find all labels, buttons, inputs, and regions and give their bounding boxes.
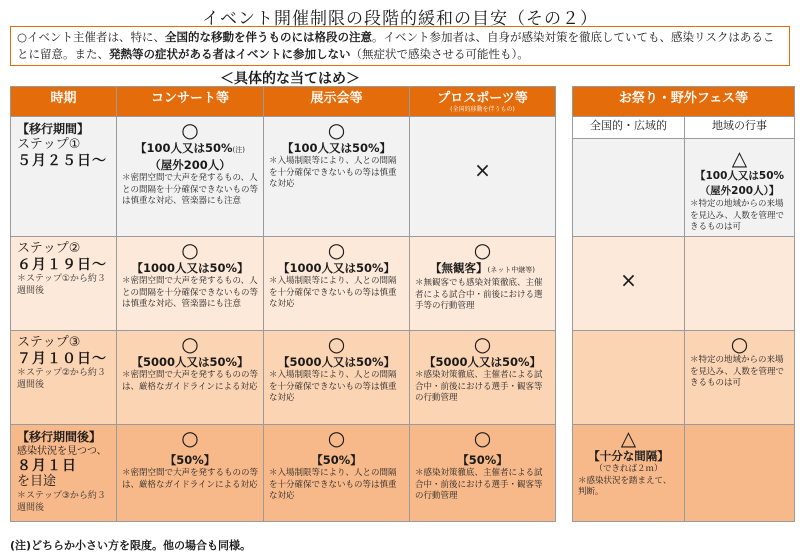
header-sports <box>410 87 556 117</box>
concert-cell <box>117 117 264 237</box>
period-note: ＊ステップ①から約３週間後 <box>17 274 106 296</box>
condition-text: 【十分な間隔】 <box>588 449 669 463</box>
condition-text: 【1000人又は50%】 <box>131 261 249 275</box>
page-title: イベント開催制限の段階的緩和の目安（その２） <box>202 9 598 29</box>
condition-note: ＊無観客でも感染対策徹底、主催者による試合中・前後における選手等の行動管理 <box>415 278 543 311</box>
circle-mark: ○ <box>181 426 199 450</box>
condition-note: ＊感染対策徹底、主催者による試合中・前後における選手・観客等の行動管理 <box>415 468 543 501</box>
condition-note: ＊感染状況を踏まえて、判断。 <box>578 475 672 497</box>
sports-cell <box>410 331 556 425</box>
condition-note: ＊密閉空間で大声を発するものの等は、厳格なガイドラインによる対応 <box>122 370 259 392</box>
local-cell <box>685 331 795 425</box>
table-row <box>573 139 795 237</box>
circle-mark: ○ <box>327 238 346 262</box>
condition-text <box>122 141 258 158</box>
period-date: ５月２５日～ <box>17 153 107 169</box>
intro-text: ○イベント主催者は、特に、 <box>17 30 166 44</box>
header-local: 地域の行事 <box>685 117 795 139</box>
circle-mark: ○ <box>181 118 199 142</box>
triangle-mark: △ <box>731 146 748 170</box>
period-label: 【移行期間後】 <box>17 430 102 444</box>
condition-text: 【5000人又は50%】 <box>131 355 249 369</box>
period-cell <box>11 237 117 331</box>
condition-text: 【100人又は50%】 <box>281 141 392 155</box>
concert-cell <box>117 237 264 331</box>
sports-cell <box>410 117 556 237</box>
table-row <box>573 425 795 522</box>
intro-emphasis: 全国的な移動を伴うものには格段の注意 <box>165 30 373 44</box>
period-note: ＊ステップ②から約３週間後 <box>17 368 106 390</box>
main-table <box>10 86 556 522</box>
condition-outdoor: （屋外200人）】 <box>699 185 780 197</box>
period-date-suffix: を目途 <box>17 474 57 489</box>
footnote: (注)どちらか小さい方を限度。他の場合も同様。 <box>10 539 252 552</box>
condition-note: ＊入場制限等により、人との間隔を十分確保できないもの等は慎重な対応 <box>269 276 397 309</box>
table-row <box>573 237 795 331</box>
local-cell <box>685 237 795 331</box>
header-festival: お祭り・野外フェス等 <box>573 87 795 117</box>
period-step: 感染状況を見つつ、 <box>17 446 107 457</box>
header-period: 時期 <box>11 87 117 117</box>
header-sports-sub: (全国的移動を伴うもの) <box>450 106 515 113</box>
period-cell <box>11 425 117 522</box>
condition-text: 【5000人又は50%】 <box>277 355 396 369</box>
table-row <box>11 237 556 331</box>
sports-cell <box>410 237 556 331</box>
period-date: ６月１９日～ <box>17 257 107 273</box>
condition-outdoor: （屋外200人） <box>149 158 231 172</box>
national-cell <box>573 139 685 237</box>
condition-text: 【5000人又は50%】 <box>423 355 542 369</box>
circle-mark: ○ <box>327 426 346 450</box>
table-row <box>11 425 556 522</box>
condition-main: 【100人又は50% <box>135 141 233 155</box>
festival-table <box>572 86 795 522</box>
period-date: ８月１日 <box>17 458 77 474</box>
condition-text: 【100人又は50% <box>694 170 785 182</box>
condition-subtext: （できれば２ｍ） <box>594 464 663 474</box>
exhibition-cell <box>264 117 410 237</box>
exhibition-cell <box>264 425 410 522</box>
condition-text: 【50%】 <box>311 453 362 467</box>
sports-cell <box>410 425 556 522</box>
table-row <box>11 117 556 237</box>
header-exhibition: 展示会等 <box>264 87 410 117</box>
local-cell <box>685 139 795 237</box>
circle-mark: ○ <box>181 332 199 356</box>
period-label: 【移行期間】 <box>17 122 90 136</box>
condition-note: ＊入場制限等により、人との間隔を十分確保できないもの等は慎重な対応 <box>269 468 397 501</box>
circle-mark: ○ <box>327 118 346 142</box>
intro-text: （無症状で感染させる可能性も）。 <box>350 47 529 61</box>
local-cell <box>685 425 795 522</box>
condition-note: ＊密閉空間で大声を発するもの、人との間隔を十分確保できないもの等は慎重な対応、管楽器にも注意 <box>122 276 259 309</box>
period-step: ステップ① <box>17 137 81 152</box>
concert-cell <box>117 331 264 425</box>
exhibition-cell <box>264 237 410 331</box>
header-national: 全国的・広域的 <box>573 117 685 139</box>
circle-mark: ○ <box>181 238 199 262</box>
period-step: ステップ② <box>17 241 81 256</box>
circle-mark: ○ <box>473 426 492 450</box>
condition-note: ＊特定の地域からの来場を見込み、人数を管理できるものは可 <box>690 199 785 232</box>
condition-footnote-ref: (注) <box>232 146 245 154</box>
condition-note: ＊密閉空間で大声を発するもの、人との間隔を十分確保できないもの等は慎重な対応、管楽器にも注意 <box>122 173 259 206</box>
condition-note: ＊感染対策徹底、主催者による試合中・前後における選手・観客等の行動管理 <box>415 370 543 403</box>
condition-note: ＊特定の地域からの来場を見込み、人数を管理できるものは可 <box>690 355 785 388</box>
national-cell <box>573 237 685 331</box>
table-row <box>11 331 556 425</box>
period-date: ７月１０日～ <box>17 351 107 367</box>
condition-text: 【50%】 <box>457 453 508 467</box>
exhibition-cell <box>264 331 410 425</box>
condition-text: 【50%】 <box>164 453 216 467</box>
national-cell <box>573 425 685 522</box>
national-cell <box>573 331 685 425</box>
cross-mark: × <box>474 158 491 182</box>
condition-note: ＊入場制限等により、人との間隔を十分確保できないもの等は慎重な対応 <box>269 156 397 189</box>
condition-text: 【1000人又は50%】 <box>277 261 396 275</box>
header-concert: コンサート等 <box>117 87 264 117</box>
period-step: ステップ③ <box>17 335 81 350</box>
condition-main: 【無観客】 <box>430 261 488 275</box>
header-sports-label: プロスポーツ等 <box>437 91 528 106</box>
intro-text: 。イベント参加者は、自身が感染対策を徹底していても、感染リスクはあることに留意。また、 <box>17 30 775 61</box>
circle-mark: ○ <box>327 332 346 356</box>
condition-note: ＊密閉空間で大声を発するものの等は、厳格なガイドラインによる対応 <box>122 468 259 490</box>
period-cell <box>11 331 117 425</box>
section-subtitle: ＜具体的な当てはめ＞ <box>220 71 360 87</box>
intro-emphasis: 発熱等の症状がある者はイベントに参加しない <box>109 47 351 61</box>
condition-note: ＊入場制限等により、人との間隔を十分確保できないもの等は慎重な対応 <box>269 370 397 403</box>
intro-box <box>10 26 790 66</box>
cross-mark: × <box>620 268 637 292</box>
triangle-mark: △ <box>620 426 637 450</box>
table-row <box>573 331 795 425</box>
condition-text <box>415 261 550 278</box>
period-cell <box>11 117 117 237</box>
circle-mark: ○ <box>473 332 492 356</box>
circle-mark: ○ <box>730 332 749 356</box>
period-note: ＊ステップ③から約３週間後 <box>17 491 106 513</box>
concert-cell <box>117 425 264 522</box>
circle-mark: ○ <box>473 238 492 262</box>
condition-subnote: (ネット中継等) <box>487 266 535 274</box>
